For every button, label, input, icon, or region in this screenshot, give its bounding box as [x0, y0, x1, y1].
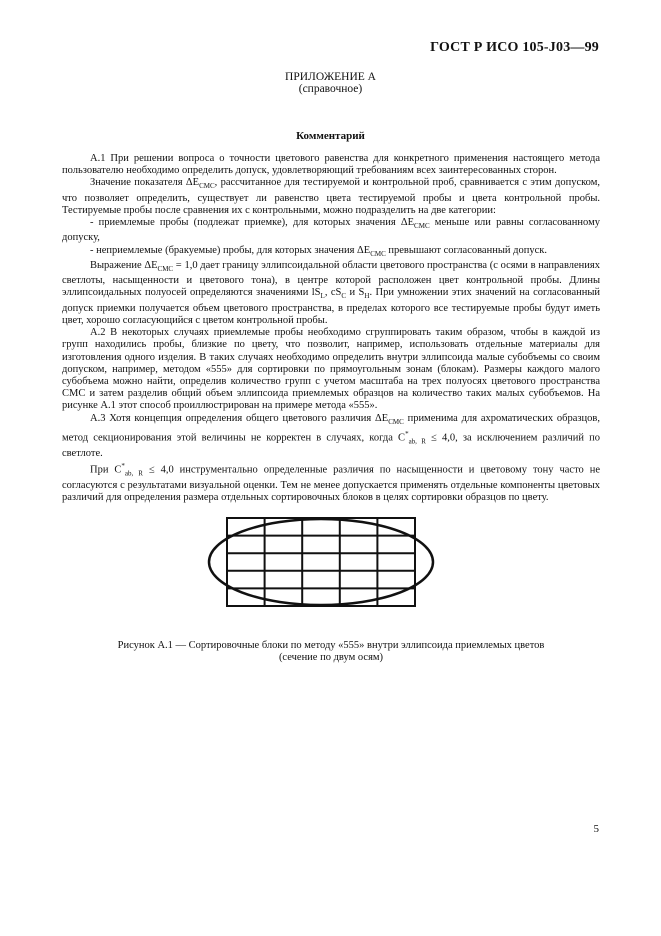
tolerance-ellipse [209, 519, 433, 605]
paragraph-a1: А.1 При решении вопроса о точности цветового равенства для конкретного применения настоящего метода пользователю необходимо определить допуск, удовлетворяющий требованиям всех заинтересованных сторон. [62, 153, 600, 177]
figure-caption [62, 640, 600, 664]
paragraph-a2: А.2 В некоторых случаях приемлемые пробы необходимо сгруппировать таким образом, чтобы в каждой из групп находились пробы, близкие по цвету, что позволит, например, использовать отдельные материалы для изготовления одного изделия. В таких случаях необходимо определить внутри эллипсоида малые субобъемы со своим допуском, например, методом «555» для сортировки по прямоугольным зонам (блокам). Размеры каждого малого субобъема можно найти, определив количество групп с учетом масштаба на трех полуосях цветового пространства CMC и затем разделив общий объем эллипсоида приемлемых образцов на количество таких малых субобъемов. На рисунке А.1 этот способ проиллюстрирован на примере метода «555». [62, 327, 600, 412]
sorting-grid [227, 518, 415, 606]
appendix-subtitle: (справочное) [298, 83, 363, 95]
sorting-blocks-diagram [205, 517, 437, 607]
paragraph-delta-e-value: Значение показателя $\Delta E_{CMC}$, рассчитанное для тестируемой и контрольной проб, сравнивается с этим допуском, что позволяет определить, существует ли равенство цвета тестируемой пробы и цвета контрольной пробы. Тестируемые пробы после сравнения их с контрольными, можно подразделить на две категории: [62, 177, 600, 216]
paragraph-chroma-note: При $C^*_{ab, R} \le 4,0$ инструментально определенные различия по насыщенности и цветовому тону часто не согласуются с результатами визуальной оценки. Тем не менее допускается применять отдельные компоненты цветовых различий для определения размера отдельных сортировочных блоков в целях сортировки образцов по цвету. [62, 461, 600, 503]
appendix-heading [0, 71, 661, 95]
section-title: Комментарий [296, 130, 365, 142]
figure-sorting-blocks [205, 517, 437, 607]
page-number: 5 [593, 823, 599, 835]
paragraph-acceptable: - приемлемые пробы (подлежат приемке), для которых значения $\Delta E_{CMC}$ меньше или равны согласованному допуску, [62, 217, 600, 244]
figure-caption-title: Рисунок А.1 — Сортировочные блоки по методу «555» внутри эллипсоида приемлемых цветов [117, 640, 545, 651]
standard-header: ГОСТ Р ИСО 105-J03—99 [430, 40, 599, 55]
paragraph-a3: А.3 Хотя концепция определения общего цветового различия $\Delta E_{CMC}$ применима для ахроматических образцов, метод секционирования этой величины не корректен в случаях, когда $C^*_{ab, R} \le 4,0$, за исключением различий по светлоте. [62, 412, 600, 459]
paragraph-expression: Выражение $\Delta E_{CMC} = 1,0$ дает границу эллипсоидальной области цветового пространства (с осями в направлениях светлоты, насыщенности и цветового тона), в центре которой расположен цвет контрольной пробы. Длины эллипсоидальных полуосей определяются значениями $lS_L$, $cS_C$ и $S_H$. При умножении этих значений на согласованный допуск приемки получается объем цветового пространства, в пределах которого все тестируемые пробы будут иметь цвет, хорошо согласующийся с цветом контрольной пробы. [62, 259, 601, 326]
figure-caption-subtitle: (сечение по двум осям) [278, 652, 384, 663]
grid-outline [227, 518, 415, 606]
body-text [62, 153, 600, 504]
appendix-title: ПРИЛОЖЕНИЕ А [285, 71, 376, 83]
paragraph-rejected: - неприемлемые (бракуемые) пробы, для которых значения $\Delta E_{CMC}$ превышают согласованный допуск. [90, 244, 547, 258]
